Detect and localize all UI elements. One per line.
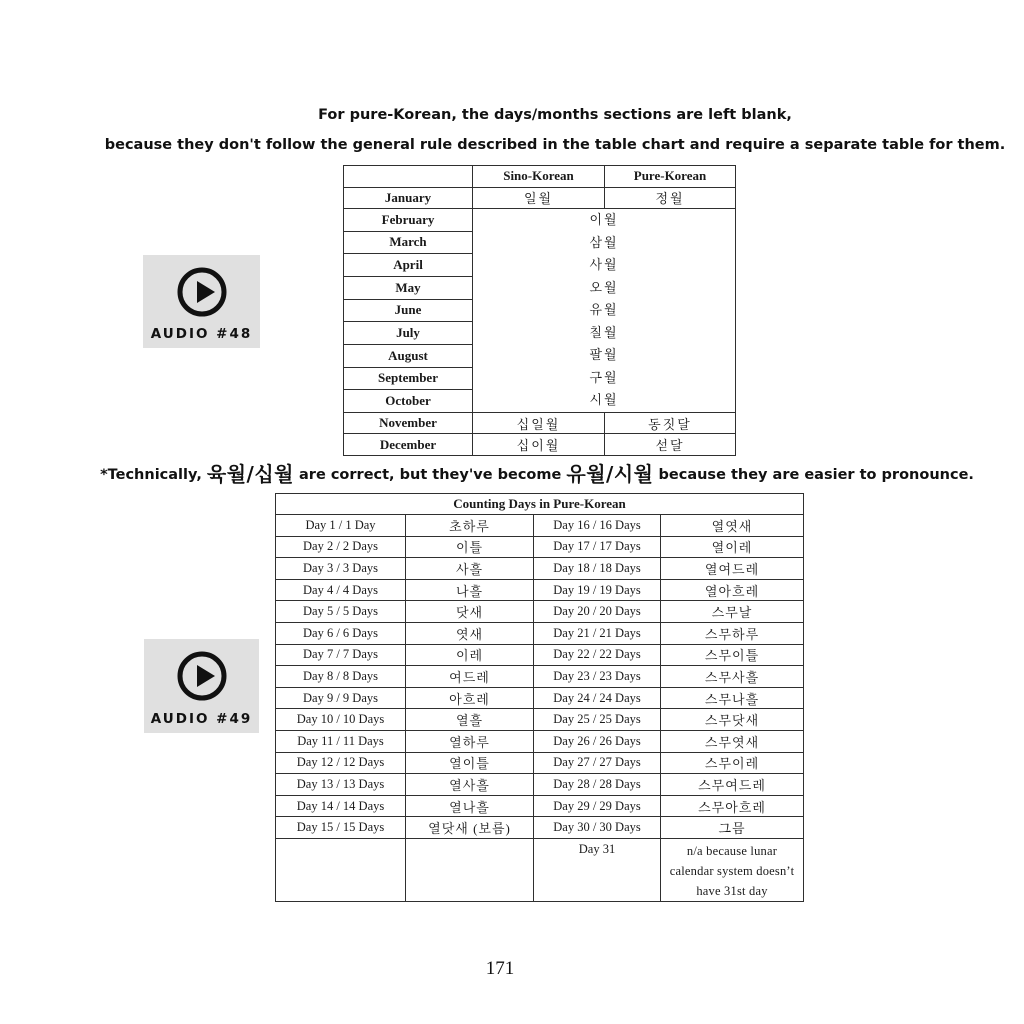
day-label-cell: Day 6 / 6 Days xyxy=(276,622,406,644)
day-row xyxy=(276,622,804,644)
merged-korean-line: 칠월 xyxy=(589,324,619,340)
day-korean-cell: 스무닷새 xyxy=(661,709,804,731)
days-table-body xyxy=(276,515,804,902)
day-label-cell: Day 30 / 30 Days xyxy=(534,817,661,839)
month-pure-cell: 정월 xyxy=(605,187,736,209)
note-prefix: *Technically, xyxy=(100,467,207,483)
day-korean-cell: 스무날 xyxy=(661,601,804,623)
note-middle: are correct, but they've become xyxy=(293,467,567,483)
day-label-cell: Day 9 / 9 Days xyxy=(276,687,406,709)
day31-na-cell: n/a because lunar calendar system doesn’t have 31st day xyxy=(661,838,804,901)
day-korean-cell: 초하루 xyxy=(406,515,534,537)
day-korean-cell: 스무사흘 xyxy=(661,666,804,688)
day-label-cell: Day 10 / 10 Days xyxy=(276,709,406,731)
day-label-cell: Day 15 / 15 Days xyxy=(276,817,406,839)
merged-korean-line: 이월 xyxy=(589,212,619,227)
month-label-cell: January xyxy=(344,187,473,209)
day-label-cell: Day 28 / 28 Days xyxy=(534,774,661,796)
day-row xyxy=(276,558,804,580)
day-korean-cell: 열여드레 xyxy=(661,558,804,580)
month-sino-cell: 십이월 xyxy=(473,434,605,456)
day-korean-cell: 열사흘 xyxy=(406,774,534,796)
day-row xyxy=(276,817,804,839)
month-row-december xyxy=(344,434,736,456)
audio-48-label: AUDIO #48 xyxy=(150,326,253,342)
day-label-cell: Day 26 / 26 Days xyxy=(534,730,661,752)
month-row-january xyxy=(344,187,736,209)
day-row xyxy=(276,752,804,774)
day-korean-cell: 스무여드레 xyxy=(661,774,804,796)
day-empty-cell xyxy=(406,838,534,901)
merged-korean-line: 팔월 xyxy=(589,347,619,363)
day-label-cell: Day 2 / 2 Days xyxy=(276,536,406,558)
month-sino-cell: 일월 xyxy=(473,187,605,209)
month-label-cell: December xyxy=(344,434,473,456)
month-label-cell: August xyxy=(344,344,473,367)
day31-label-cell: Day 31 xyxy=(534,838,661,901)
day-row xyxy=(276,601,804,623)
day-label-cell: Day 27 / 27 Days xyxy=(534,752,661,774)
day-korean-cell: 열닷새 (보름) xyxy=(406,817,534,839)
day-korean-cell: 스무하루 xyxy=(661,622,804,644)
month-label-cell: September xyxy=(344,367,473,390)
day-korean-cell: 사흘 xyxy=(406,558,534,580)
days-table xyxy=(275,493,804,902)
day-label-cell: Day 11 / 11 Days xyxy=(276,730,406,752)
months-table-body xyxy=(344,187,736,455)
day-label-cell: Day 3 / 3 Days xyxy=(276,558,406,580)
audio-49-button[interactable] xyxy=(144,639,259,733)
day-korean-cell: 나흘 xyxy=(406,579,534,601)
day-label-cell: Day 5 / 5 Days xyxy=(276,601,406,623)
day-korean-cell: 스무이틀 xyxy=(661,644,804,666)
day-label-cell: Day 13 / 13 Days xyxy=(276,774,406,796)
merged-korean-line: 구월 xyxy=(589,369,619,385)
day-korean-cell: 그믐 xyxy=(661,817,804,839)
day-korean-cell: 열엿새 xyxy=(661,515,804,537)
day-label-cell: Day 8 / 8 Days xyxy=(276,666,406,688)
day-label-cell: Day 23 / 23 Days xyxy=(534,666,661,688)
month-label-cell: April xyxy=(344,254,473,277)
day-korean-cell: 스무아흐레 xyxy=(661,795,804,817)
month-label-cell: July xyxy=(344,322,473,345)
days-title-row xyxy=(276,494,804,515)
note-korean-1: 육월/십월 xyxy=(206,462,294,486)
day-row xyxy=(276,515,804,537)
months-table-container xyxy=(343,165,736,456)
day-row xyxy=(276,774,804,796)
day-korean-cell: 열흘 xyxy=(406,709,534,731)
day-label-cell: Day 21 / 21 Days xyxy=(534,622,661,644)
days-table-container xyxy=(275,493,804,902)
intro-line-1: For pure-Korean, the days/months sections are left blank, xyxy=(318,107,792,123)
day-label-cell: Day 22 / 22 Days xyxy=(534,644,661,666)
day-empty-cell xyxy=(276,838,406,901)
day-korean-cell: 열이레 xyxy=(661,536,804,558)
day-label-cell: Day 29 / 29 Days xyxy=(534,795,661,817)
day-korean-cell: 열아흐레 xyxy=(661,579,804,601)
months-table xyxy=(343,165,736,456)
note-suffix: because they are easier to pronounce. xyxy=(653,467,974,483)
day-row xyxy=(276,666,804,688)
day-korean-cell: 스무나흘 xyxy=(661,687,804,709)
month-pure-cell: 동짓달 xyxy=(605,412,736,434)
months-header-pure: Pure-Korean xyxy=(605,166,736,188)
day-korean-cell: 스무이레 xyxy=(661,752,804,774)
day-korean-cell: 열이틀 xyxy=(406,752,534,774)
day-label-cell: Day 17 / 17 Days xyxy=(534,536,661,558)
day-korean-cell: 아흐레 xyxy=(406,687,534,709)
month-label-cell: March xyxy=(344,231,473,254)
intro-line-2: because they don't follow the general rule described in the table chart and require a separate table for them. xyxy=(104,137,1006,153)
page-number: 171 xyxy=(485,958,515,979)
month-pure-cell: 섣달 xyxy=(605,434,736,456)
day-korean-cell: 열나흘 xyxy=(406,795,534,817)
day-label-cell: Day 16 / 16 Days xyxy=(534,515,661,537)
day-label-cell: Day 4 / 4 Days xyxy=(276,579,406,601)
day-row xyxy=(276,795,804,817)
month-label-cell: February xyxy=(344,209,473,232)
day-korean-cell: 스무엿새 xyxy=(661,730,804,752)
day-row xyxy=(276,730,804,752)
merged-korean-line: 오월 xyxy=(589,279,619,295)
day-korean-cell: 열하루 xyxy=(406,730,534,752)
day-korean-cell: 엿새 xyxy=(406,622,534,644)
merged-korean-line: 삼월 xyxy=(589,234,619,250)
month-row-november xyxy=(344,412,736,434)
month-label-cell: June xyxy=(344,299,473,322)
day-label-cell: Day 19 / 19 Days xyxy=(534,579,661,601)
day-korean-cell: 이레 xyxy=(406,644,534,666)
months-header-empty xyxy=(344,166,473,188)
months-header-row xyxy=(344,166,736,188)
day-row xyxy=(276,709,804,731)
play-icon xyxy=(174,264,230,320)
day-korean-cell: 여드레 xyxy=(406,666,534,688)
month-row xyxy=(344,209,736,232)
day-korean-cell: 이틀 xyxy=(406,536,534,558)
day31-row xyxy=(276,838,804,901)
play-icon xyxy=(174,648,230,704)
month-label-cell: October xyxy=(344,390,473,413)
pronunciation-note xyxy=(40,458,1024,487)
merged-korean-line: 사월 xyxy=(589,257,619,273)
days-table-title: Counting Days in Pure-Korean xyxy=(276,494,804,515)
months-header-sino: Sino-Korean xyxy=(473,166,605,188)
day-label-cell: Day 7 / 7 Days xyxy=(276,644,406,666)
day-row xyxy=(276,536,804,558)
note-korean-2: 유월/시월 xyxy=(566,462,654,486)
day-label-cell: Day 12 / 12 Days xyxy=(276,752,406,774)
intro-text xyxy=(60,100,1024,160)
day-label-cell: Day 1 / 1 Day xyxy=(276,515,406,537)
day-label-cell: Day 14 / 14 Days xyxy=(276,795,406,817)
merged-korean-line: 시월 xyxy=(589,392,619,408)
day-label-cell: Day 24 / 24 Days xyxy=(534,687,661,709)
day-row xyxy=(276,644,804,666)
day-label-cell: Day 25 / 25 Days xyxy=(534,709,661,731)
month-sino-cell: 십일월 xyxy=(473,412,605,434)
day-korean-cell: 닷새 xyxy=(406,601,534,623)
month-label-cell: November xyxy=(344,412,473,434)
day-row xyxy=(276,579,804,601)
audio-48-button[interactable] xyxy=(143,255,260,348)
day-label-cell: Day 20 / 20 Days xyxy=(534,601,661,623)
month-label-cell: May xyxy=(344,276,473,299)
day-label-cell: Day 18 / 18 Days xyxy=(534,558,661,580)
merged-korean-cell xyxy=(473,209,736,413)
merged-korean-line: 유월 xyxy=(589,302,619,318)
audio-49-label: AUDIO #49 xyxy=(150,711,253,727)
day-row xyxy=(276,687,804,709)
